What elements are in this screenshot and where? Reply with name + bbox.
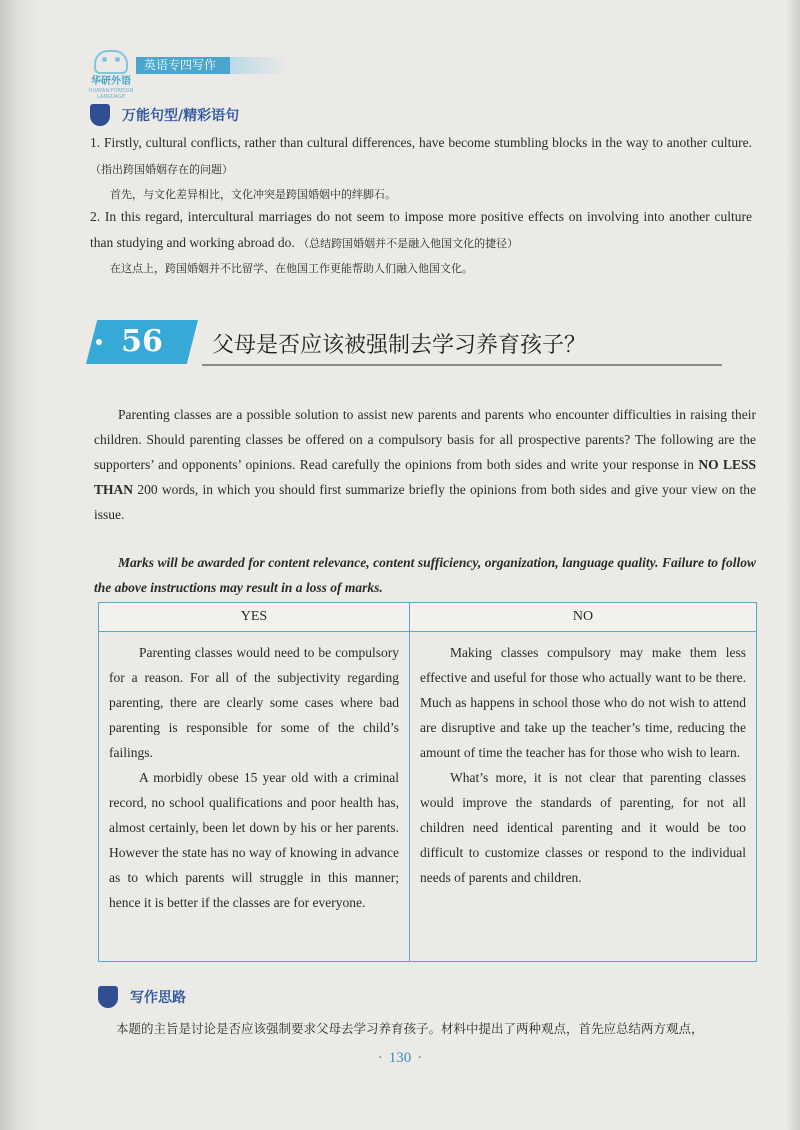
sentence-english [90, 130, 752, 183]
sentence-note: （总结跨国婚姻并不是融入他国文化的捷径） [298, 237, 519, 250]
yes-opinion-cell [99, 632, 410, 962]
publisher-logo [88, 50, 134, 100]
topic-number: 56 [121, 324, 163, 359]
opinions-table [98, 602, 757, 962]
yes-paragraph-1: Parenting classes would need to be compulsory for a reason. For all of the subjectivity regarding parenting, there are clearly some cases where bad parenting is responsible for some of the child’s failings. [109, 645, 399, 760]
topic-title: 父母是否应该被强制去学习养育孩子？ [212, 333, 587, 358]
page-binding-edge [0, 0, 38, 1130]
page-number [0, 1050, 800, 1067]
yes-paragraph-2: A morbidly obese 15 year old with a criminal record, no school qualifications and poor health has, almost certainly, been let down by his or her parents. However the state has no way of knowing in advance as to which parents will struggle in this manner; hence it is better if the classes are for everyone. [109, 770, 399, 910]
table-header-row [99, 603, 757, 632]
bookmark-icon [90, 104, 110, 126]
prompt-text-part2: 200 words, in which you should first summarize briefly the opinions from both sides and give your view on the issue. [94, 482, 756, 522]
yes-column-header: YES [99, 603, 410, 632]
marking-instructions: Marks will be awarded for content relevance, content sufficiency, organization, language quality. Failure to follow the above instructions may result in a loss of marks. [94, 555, 756, 595]
sentences-heading-title: 万能句型/精彩语句 [122, 108, 240, 124]
sentence-note: （指出跨国婚姻存在的问题） [90, 163, 233, 176]
page-number-value: 130 [388, 1050, 412, 1066]
sentence-chinese: 在这点上，跨国婚姻并不比留学、在他国工作更能帮助人们融入他国文化。 [110, 262, 473, 275]
writing-idea-heading [98, 986, 186, 1008]
sentence-item-2 [90, 204, 752, 281]
sentence-text: Firstly, cultural conflicts, rather than cultural differences, have become stumbling blocks in the way to another culture. [104, 135, 752, 150]
topic-title-underline [202, 364, 722, 366]
sentence-number: 1. [90, 135, 101, 150]
no-column-header: NO [410, 603, 757, 632]
writing-idea-text: 本题的主旨是讨论是否应该强制要求父母去学习养育孩子。材料中提出了两种观点，首先应总结两方观点， [116, 1021, 704, 1036]
logo-text: 华研外语 [91, 76, 131, 87]
page-right-edge [786, 0, 800, 1130]
sentences-heading [90, 104, 239, 126]
topic-banner [86, 316, 766, 374]
page-number-dot-left: · [377, 1050, 383, 1066]
series-tag: 英语专四写作 [136, 57, 230, 74]
no-opinion-cell [410, 632, 757, 962]
series-tag-fade [230, 57, 290, 74]
prompt-text-part1: Parenting classes are a possible solution to assist new parents and parents who encounter difficulties in raising their children. Should parenting classes be offered on a compulsory basis for all prospective parents? The following are the supporters’ and opponents’ opinions. Read carefully the opinions from both sides and write your response in [94, 407, 756, 472]
sentence-english [90, 204, 752, 257]
writing-prompt [94, 402, 756, 527]
sentence-item-1 [90, 130, 752, 207]
logo-cloud-icon [94, 50, 128, 74]
no-paragraph-1: Making classes compulsory may make them less effective and useful for those who actually want to be there. Much as happens in school those who do not wish to attend are disruptive and take up the teacher’s time, reducing the amount of time the teacher has for those who wish to learn. [420, 645, 746, 760]
prompt-emphasis: NO LESS THAN [94, 457, 757, 497]
sentence-chinese: 首先，与文化差异相比，文化冲突是跨国婚姻中的绊脚石。 [110, 188, 396, 201]
sentence-text: In this regard, intercultural marriages do not seem to impose more positive effects on involving into another culture than studying and working abroad do. [90, 209, 752, 250]
logo-subtext: HUAYAN FOREIGN LANGUAGE [88, 88, 134, 100]
sentence-number: 2. [90, 209, 101, 224]
table-row [99, 632, 757, 962]
no-paragraph-2: What’s more, it is not clear that parenting classes would improve the standards of parenting, for not all children need identical parenting and it would be too difficult to customize classes or respond to the individual needs of parents and children. [420, 770, 746, 885]
bookmark-icon [98, 986, 118, 1008]
page-number-dot-right: · [417, 1050, 423, 1066]
writing-idea-title: 写作思路 [130, 990, 186, 1006]
